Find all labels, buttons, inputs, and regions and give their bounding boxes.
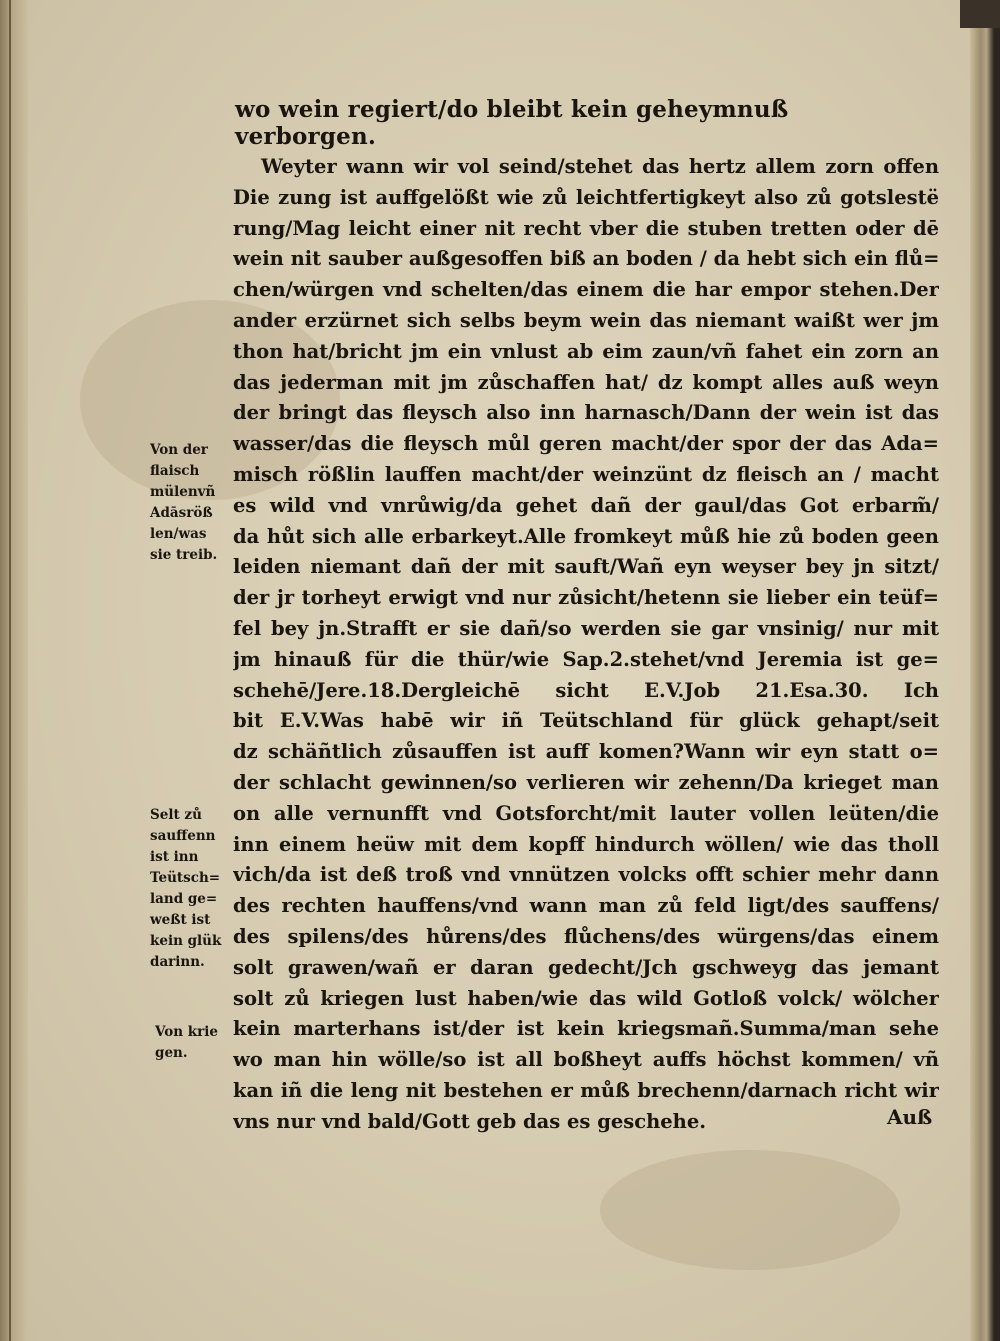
body-line: solt zů kriegen lust haben/wie das wild Gotloß volck/ wölcher bbox=[233, 986, 939, 1010]
body-line: wein nit sauber außgesoffen biß an boden / da hebt sich ein flů= bbox=[233, 247, 939, 271]
body-line: kan iñ die leng nit bestehen er můß brechenn/darnach richt wir bbox=[233, 1078, 939, 1102]
body-line: inn einem heüw mit dem kopff hindurch wöllen/ wie das tholl bbox=[233, 832, 939, 856]
body-line: thon hat/bricht jm ein vnlust ab eim zaun/vñ fahet ein zorn an bbox=[233, 339, 939, 363]
body-line: jm hinauß für die thür/wie Sap.2.stehet/vnd Jeremia ist ge= bbox=[233, 647, 939, 671]
margin-note-line: ist inn bbox=[150, 849, 199, 865]
margin-note-line: land ge= bbox=[150, 891, 218, 907]
corner-shadow bbox=[960, 0, 1000, 28]
binding-gutter bbox=[0, 0, 28, 1341]
paper-stain bbox=[600, 1150, 900, 1270]
body-line: des spilens/des hůrens/des flůchens/des würgens/das einem bbox=[233, 924, 939, 948]
margin-note-line: Teütsch= bbox=[150, 870, 221, 886]
margin-note-line: kein glük bbox=[150, 933, 222, 949]
body-line: vns nur vnd bald/Gott geb das es geschehe. bbox=[233, 1109, 707, 1133]
catchword: Auß bbox=[887, 1105, 933, 1129]
margin-note-line: flaisch bbox=[150, 463, 200, 479]
margin-note-fleisch-mule bbox=[150, 440, 217, 566]
body-line: da hůt sich alle erbarkeyt.Alle fromkeyt můß hie zů boden geen bbox=[233, 524, 939, 548]
body-line: wo man hin wölle/so ist all boßheyt auffs höchst kommen/ vñ bbox=[233, 1048, 939, 1072]
binding-line bbox=[9, 0, 11, 1341]
margin-note-line: Von der bbox=[150, 442, 208, 458]
body-line: ander erzürnet sich selbs beym wein das niemant waißt wer jm bbox=[233, 308, 939, 332]
body-line: bit E.V.Was habē wir iñ Teütschland für glück gehapt/seit bbox=[233, 709, 939, 733]
margin-note-line: mülenvñ bbox=[150, 484, 216, 500]
margin-note-line: Selt zů bbox=[150, 807, 202, 823]
body-line: Weyter wann wir vol seind/stehet das hertz allem zorn offen bbox=[261, 155, 939, 178]
body-line: kein marterhans ist/der ist kein kriegsmañ.Summa/man sehe bbox=[233, 1017, 939, 1041]
body-line: chen/würgen vnd schelten/das einem die har empor stehen.Der bbox=[233, 278, 939, 302]
body-line: es wild vnd vnrůwig/da gehet dañ der gaul/das Got erbarm̃/ bbox=[233, 493, 939, 517]
body-line: der jr torheyt erwigt vnd nur zůsicht/hetenn sie lieber ein teüf= bbox=[233, 586, 939, 610]
margin-note-kriegen bbox=[155, 1022, 218, 1064]
margin-note-line: Adāsröß bbox=[150, 505, 213, 521]
body-line: das jederman mit jm zůschaffen hat/ dz kompt alles auß weyn bbox=[233, 370, 939, 394]
body-line: dz schäñtlich zůsauffen ist auff komen?Wann wir eyn statt o= bbox=[233, 740, 939, 764]
margin-note-line: len/was bbox=[150, 526, 207, 542]
body-line: Die zung ist auffgelößt wie zů leichtfertigkeyt also zů gotslestë bbox=[233, 185, 939, 209]
body-line: solt grawen/wañ er daran gedecht/Jch gschweyg das jemant bbox=[233, 955, 939, 979]
margin-note-line: gen. bbox=[155, 1045, 188, 1061]
margin-note-line: darinn. bbox=[150, 954, 205, 970]
margin-note-line: sauffenn bbox=[150, 828, 216, 844]
body-line: leiden niemant dañ der mit sauft/Wañ eyn weyser bey jn sitzt/ bbox=[233, 555, 939, 579]
body-line: des rechten hauffens/vnd wann man zů feld ligt/des sauffens/ bbox=[233, 894, 939, 918]
body-line: schehē/Jere.18.Dergleichē sicht E.V.Job 21.Esa.30. Ich bbox=[233, 678, 939, 702]
body-line: misch rößlin lauffen macht/der weinzünt dz fleisch an / macht bbox=[233, 462, 939, 486]
body-line: fel bey jn.Strafft er sie dañ/so werden sie gar vnsinig/ nur mit bbox=[233, 616, 939, 640]
running-headline: wo wein regiert/do bleibt kein geheymnuß verborgen. bbox=[235, 96, 789, 150]
margin-note-line: sie treib. bbox=[150, 547, 218, 563]
margin-note-line: Von krie bbox=[155, 1024, 218, 1040]
page-edge bbox=[970, 0, 1000, 1341]
body-line: rung/Mag leicht einer nit recht vber die stuben tretten oder dē bbox=[233, 216, 939, 240]
body-line: vich/da ist deß troß vnd vnnützen volcks offt schier mehr dann bbox=[233, 863, 939, 887]
body-line: der schlacht gewinnen/so verlieren wir zehenn/Da krieget man bbox=[233, 770, 939, 794]
body-line: on alle vernunfft vnd Gotsforcht/mit lauter vollen leüten/die bbox=[233, 801, 939, 825]
margin-note-sauffen bbox=[150, 805, 221, 973]
body-text bbox=[233, 152, 939, 1138]
body-line: wasser/das die fleysch můl geren macht/der spor der das Ada= bbox=[233, 432, 939, 456]
body-line: der bringt das fleysch also inn harnasch/Dann der wein ist das bbox=[233, 401, 939, 425]
margin-note-line: weßt ist bbox=[150, 912, 211, 928]
